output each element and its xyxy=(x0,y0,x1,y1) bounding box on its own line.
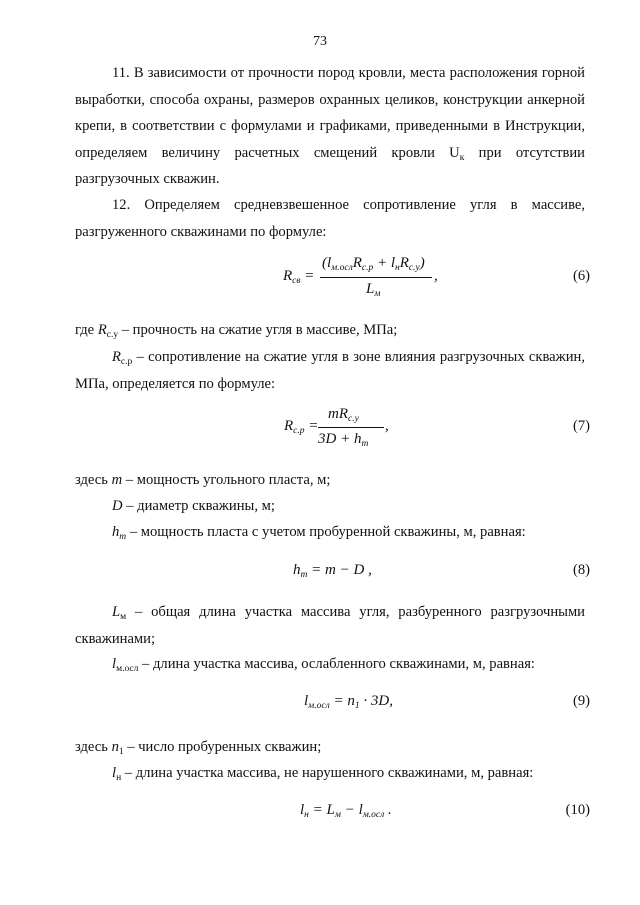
equation-9: $l_{м.осл} = n_1 \cdot 3D$, xyxy=(304,693,393,711)
equation-6-number: (6) xyxy=(572,268,590,284)
equation-8: $h_m = m - D$ , xyxy=(293,562,372,580)
definition-n1: здесь $n_1$ – число пробуренных скважин; xyxy=(75,739,322,757)
equation-9-number: (9) xyxy=(572,693,590,709)
equation-7-number: (7) xyxy=(572,418,590,434)
definition-rcp: $R_{с.р}$ – сопротивление на сжатие угля в зоне влияния разгрузочных скважин, МПа, определяется по формуле: xyxy=(75,349,585,392)
definition-ln: $l_н$ – длина участка массива, не нарушенного скважинами, м, равная: xyxy=(112,765,534,783)
definition-lmosl: $l_{м.осл}$ – длина участка массива, ослабленного скважинами, м, равная: xyxy=(112,656,535,674)
definition-D: D – диаметр скважины, м; xyxy=(112,498,275,514)
definition-rcy: где $R_{с.у}$ – прочность на сжатие угля в массиве, МПа; xyxy=(75,322,398,340)
equation-10-number: (10) xyxy=(565,802,590,818)
paragraph-11: 11. В зависимости от прочности пород кровли, места расположения горной выработки, способа охраны, размеров охранных целиков, конструкции анкерной крепи, в соответствии с формулами и графиками, приведенными в Инструкции, определяем величину расчетных смещений кровли $U_к$ при отсутствии разгрузочных скважин. xyxy=(75,65,585,187)
definition-m: здесь m – мощность угольного пласта, м; xyxy=(75,472,331,488)
equation-10: $l_н = L_м - l_{м.осл}$ . xyxy=(300,802,392,820)
equation-8-number: (8) xyxy=(572,562,590,578)
definition-Lm: $L_м$ – общая длина участка массива угля, разбуренного разгрузочными скважинами; xyxy=(75,604,585,647)
paragraph-12: 12. Определяем средневзвешенное сопротивление угля в массиве, разгруженного скважинами по формуле: xyxy=(75,197,585,240)
definition-hm: $h_m$ – мощность пласта с учетом пробуренной скважины, м, равная: xyxy=(112,524,526,542)
document-page: 73 11. В зависимости от прочности пород кровли, места расположения горной выработки, способа охраны, размеров охранных целиков, конструкции анкерной крепи, в соответствии с формулами и графиками, приведенными в Инструкции, определяем величину расчетных смещений кровли $U_к$ при отсутствии разгрузочных скважин. 12. Определяем средневзвешенное сопротивление угля в массиве, разгруженного скважинами по формуле: $R_{св}$ = $(l_{м.осл}R_{с.р} + l_нR_{с.у})$ $L_м$ , (6) где $R_{с.у}$ – прочность на сжатие угля в массиве, МПа; $R_{с.р}$ – сопротивление на сжатие угля в зоне влияния разгрузочных скважин, МПа, определяется по формуле: $R_{с.р}$ = $mR_{с.у}$ $3D + h_m$ , (7) здесь m – мощность угольного пласта, м; D – диаметр скважины, м; $h_m$ – мощность пласта с учетом пробуренной скважины, м, равная: $h_m = m - D$ , (8) $L_м$ – общая длина участка массива угля, разбуренного разгрузочными скважинами; $l_{м.осл}$ – длина участка массива, ослабленного скважинами, м, равная: $l_{м.осл} = n_1 \cdot 3D$, (9) здесь $n_1$ – число пробуренных скважин; $l_н$ – длина участка массива, не нарушенного скважинами, м, равная: $l_н = L_м - l_{м.осл}$ . (10) xyxy=(0,0,640,905)
page-number: 73 xyxy=(313,34,327,49)
